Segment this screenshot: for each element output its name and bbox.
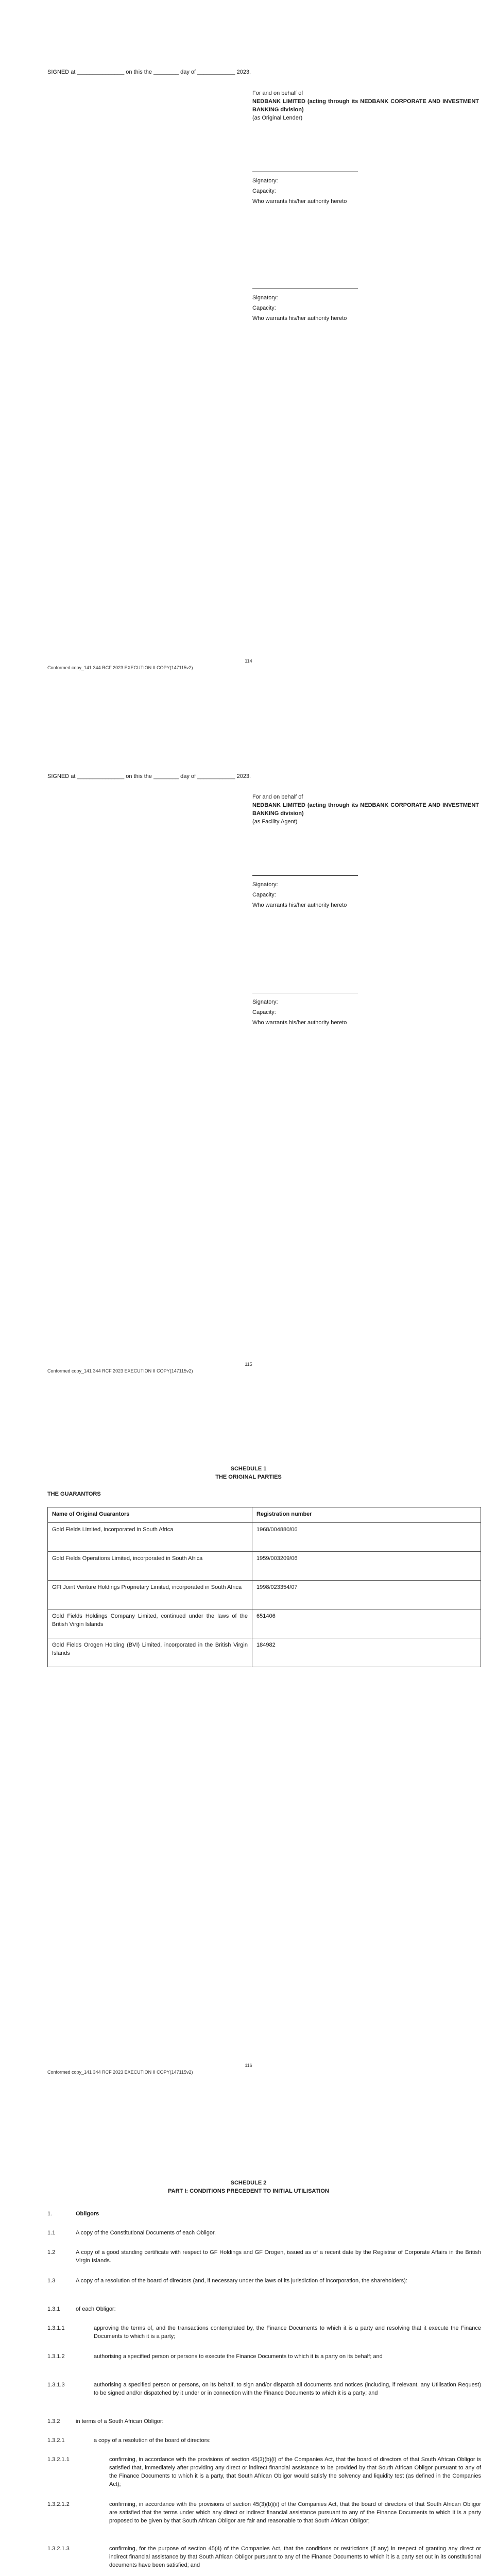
party-role: (as Facility Agent) bbox=[252, 818, 298, 825]
item-number: 1.2 bbox=[47, 2249, 56, 2256]
page-footer: Conformed copy_141 344 RCF 2023 EXECUTION II COPY(147115v2) bbox=[47, 2070, 193, 2075]
item-number: 1.3.2.1.2 bbox=[47, 2501, 70, 2507]
signatory-label: Signatory: bbox=[252, 178, 278, 184]
registration-number: 651406 bbox=[252, 1609, 481, 1638]
table-header-row bbox=[48, 1507, 481, 1523]
guarantor-name: Gold Fields Limited, incorporated in South Africa bbox=[48, 1523, 252, 1552]
schedule-subtitle: PART I: CONDITIONS PRECEDENT TO INITIAL UTILISATION bbox=[168, 2188, 329, 2194]
signature-block bbox=[252, 793, 479, 826]
page-number: 116 bbox=[245, 2063, 252, 2068]
item-number: 1.3.2 bbox=[47, 2418, 60, 2425]
signatory-block-2 bbox=[252, 289, 479, 323]
registration-number: 1968/004880/06 bbox=[252, 1523, 481, 1552]
page-footer: Conformed copy_141 344 RCF 2023 EXECUTION II COPY(147115v2) bbox=[47, 1368, 193, 1374]
signed-line: SIGNED at _______________ on this the ________ day of ____________ 2023. bbox=[47, 69, 251, 75]
item-text: confirming, in accordance with the provisions of section 45(3)(b)(ii) of the Companies Act, that the board of directors of that South African Obligor are satisfied that the terms under which any direct or indirect financial assistance pursuant to any of the Finance Documents to which it is a party proposed to be given by that South African Obligor are fair and reasonable to that South African Obligor; bbox=[109, 2501, 481, 2524]
entity-name: NEDBANK LIMITED (acting through its NEDBANK CORPORATE AND INVESTMENT BANKING division) bbox=[252, 802, 479, 817]
party-role: (as Original Lender) bbox=[252, 114, 303, 121]
list-item bbox=[47, 2381, 481, 2407]
warrant-text: Who warrants his/her authority hereto bbox=[252, 198, 347, 205]
item-number: 1.3.1.3 bbox=[47, 2382, 65, 2388]
table-row bbox=[48, 1609, 481, 1638]
item-text: authorising a specified person or persons, on its behalf, to sign and/or dispatch all documents and notices (including, if relevant, any Utilisation Request) to be signed and/or dispatched by it under or in connection with the Finance Documents to which it is a party; and bbox=[94, 2382, 481, 2396]
for-on-behalf: For and on behalf of bbox=[252, 794, 303, 800]
signatory-label: Signatory: bbox=[252, 295, 278, 301]
page-footer: Conformed copy_141 344 RCF 2023 EXECUTION II COPY(147115v2) bbox=[47, 665, 193, 670]
capacity-label: Capacity: bbox=[252, 188, 276, 194]
registration-number: 1998/023354/07 bbox=[252, 1581, 481, 1609]
list-item bbox=[47, 2501, 481, 2535]
item-text: a copy of a resolution of the board of directors: bbox=[94, 2437, 211, 2444]
item-number: 1.3 bbox=[47, 2278, 56, 2284]
list-item bbox=[47, 2249, 481, 2266]
capacity-label: Capacity: bbox=[252, 1009, 276, 1015]
list-item bbox=[47, 2437, 481, 2445]
item-number: 1.3.2.1.1 bbox=[47, 2456, 70, 2463]
signatory-block-1 bbox=[252, 172, 479, 206]
item-text: A copy of a good standing certificate with respect to GF Holdings and GF Orogen, issued as of a recent date by the Registrar of Corporate Affairs in the British Virgin Islands. bbox=[76, 2249, 481, 2264]
signed-line: SIGNED at _______________ on this the ________ day of ____________ 2023. bbox=[47, 773, 251, 779]
schedule-title: SCHEDULE 1 bbox=[230, 1466, 267, 1472]
guarantor-name: Gold Fields Holdings Company Limited, continued under the laws of the British Virgin Islands bbox=[48, 1609, 252, 1638]
capacity-label: Capacity: bbox=[252, 304, 276, 311]
entity-name: NEDBANK LIMITED (acting through its NEDBANK CORPORATE AND INVESTMENT BANKING division) bbox=[252, 98, 479, 113]
signatory-block-1 bbox=[252, 875, 479, 910]
item-text: confirming, in accordance with the provisions of section 45(3)(b)(i) of the Companies Act, that the board of directors of that South African Obligor is satisfied that, immediately after providing any direct or indirect financial assistance to be provided by that South African Obligor pursuant to any of the Finance Documents to which it is a party, that South African Obligor would satisfy the solvency and liquidity test (as defined in the Companies Act); bbox=[109, 2456, 481, 2487]
item-text: in terms of a South African Obligor: bbox=[76, 2418, 164, 2425]
table-row bbox=[48, 1523, 481, 1552]
guarantors-table bbox=[47, 1507, 481, 1667]
page-number: 114 bbox=[245, 658, 252, 664]
item-number: 1. bbox=[47, 2211, 53, 2217]
list-item bbox=[47, 2277, 481, 2295]
guarantor-name: GFI Joint Venture Holdings Proprietary Limited, incorporated in South Africa bbox=[48, 1581, 252, 1609]
signatory-label: Signatory: bbox=[252, 999, 278, 1005]
warrant-text: Who warrants his/her authority hereto bbox=[252, 315, 347, 321]
page-number: 115 bbox=[245, 1362, 252, 1367]
capacity-label: Capacity: bbox=[252, 891, 276, 898]
list-item bbox=[47, 2353, 481, 2370]
item-text: Obligors bbox=[76, 2211, 99, 2217]
signature-block bbox=[252, 90, 479, 123]
schedule-subtitle: THE ORIGINAL PARTIES bbox=[215, 1474, 282, 1480]
list-item bbox=[47, 2325, 481, 2342]
signatory-label: Signatory: bbox=[252, 882, 278, 888]
item-number: 1.3.1.1 bbox=[47, 2325, 65, 2331]
item-text: authorising a specified person or persons to execute the Finance Documents to which it is a party on its behalf; and bbox=[94, 2353, 383, 2360]
section-heading: THE GUARANTORS bbox=[47, 1491, 101, 1497]
list-item bbox=[47, 2545, 481, 2576]
table-row bbox=[48, 1581, 481, 1609]
list-item bbox=[47, 2418, 481, 2426]
item-text: A copy of the Constitutional Documents of each Obligor. bbox=[76, 2230, 216, 2236]
warrant-text: Who warrants his/her authority hereto bbox=[252, 902, 347, 908]
for-on-behalf: For and on behalf of bbox=[252, 90, 303, 96]
item-number: 1.1 bbox=[47, 2230, 56, 2236]
table-header: Name of Original Guarantors bbox=[48, 1507, 252, 1523]
list-item bbox=[47, 2229, 481, 2238]
registration-number: 1959/003209/06 bbox=[252, 1552, 481, 1581]
guarantor-name: Gold Fields Orogen Holding (BVI) Limited, incorporated in the British Virgin Islands bbox=[48, 1638, 252, 1667]
table-row bbox=[48, 1552, 481, 1581]
item-text: approving the terms of, and the transactions contemplated by, the Finance Documents to which it is a party and resolving that it execute the Finance Documents to which it is a party; bbox=[94, 2325, 481, 2340]
item-text: A copy of a resolution of the board of directors (and, if necessary under the laws of its jurisdiction of incorporation, the shareholders): bbox=[76, 2278, 407, 2284]
item-text: confirming, for the purpose of section 45(4) of the Companies Act, that the conditions or restrictions (if any) in respect of granting any direct or indirect financial assistance by that South African Obligor pursuant to any of the Finance Documents to which it is a party set out in its constitutional documents have been satisfied; and bbox=[109, 2546, 481, 2568]
signatory-block-2 bbox=[252, 993, 479, 1027]
list-item bbox=[47, 2306, 481, 2314]
item-number: 1.3.1 bbox=[47, 2306, 60, 2312]
list-item bbox=[47, 2210, 481, 2218]
list-item bbox=[47, 2456, 481, 2490]
warrant-text: Who warrants his/her authority hereto bbox=[252, 1019, 347, 1026]
table-header: Registration number bbox=[252, 1507, 481, 1523]
item-number: 1.3.1.2 bbox=[47, 2353, 65, 2360]
schedule-title: SCHEDULE 2 bbox=[230, 2180, 267, 2186]
registration-number: 184982 bbox=[252, 1638, 481, 1667]
signature-line bbox=[252, 875, 358, 876]
item-number: 1.3.2.1 bbox=[47, 2437, 65, 2444]
item-text: of each Obligor: bbox=[76, 2306, 116, 2312]
table-row bbox=[48, 1638, 481, 1667]
guarantor-name: Gold Fields Operations Limited, incorporated in South Africa bbox=[48, 1552, 252, 1581]
item-number: 1.3.2.1.3 bbox=[47, 2546, 70, 2552]
